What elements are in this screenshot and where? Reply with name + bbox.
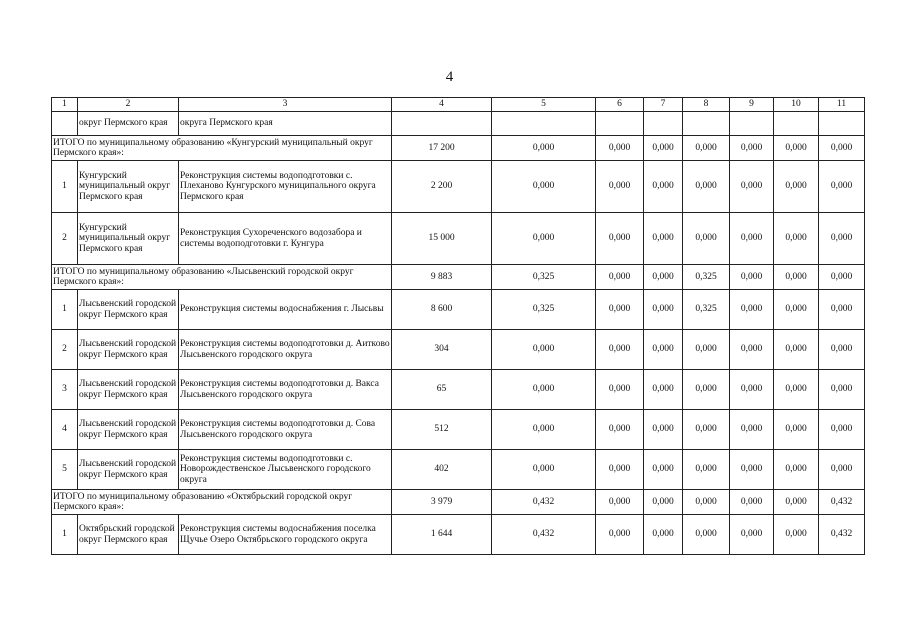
municipality-cell: Лысьвенский городской округ Пермского края [78,370,179,410]
value-cell: 0,000 [683,213,730,265]
table-header-row [52,98,865,112]
value-cell: 0,432 [819,515,865,555]
value-cell: 0,000 [492,410,596,450]
value-cell: 0,000 [596,290,644,330]
municipality-cell: Октябрьский городской округ Пермского края [78,515,179,555]
object-cell: Реконструкция системы водоснабжения поселка Щучье Озеро Октябрьского городского округа [179,515,392,555]
value-cell: 0,000 [774,213,819,265]
object-cell: Реконструкция системы водоподготовки д. Сова Лысьвенского городского округа [179,410,392,450]
total-value-cell: 3 979 [392,490,492,515]
value-cell: 0,000 [819,290,865,330]
empty-cell [52,112,78,136]
municipality-cell: Лысьвенский городской округ Пермского края [78,290,179,330]
group-total-label: ИТОГО по муниципальному образованию «Лысьвенский городской округ Пермского края»: [52,265,392,290]
total-value-cell: 0,000 [819,265,865,290]
row-number-cell: 1 [52,515,78,555]
empty-cell [730,112,774,136]
value-cell: 0,000 [492,370,596,410]
investment-table [51,97,865,555]
empty-cell [492,112,596,136]
row-number-cell: 2 [52,330,78,370]
value-cell: 0,000 [644,161,683,213]
value-cell: 0,000 [492,450,596,490]
empty-cell [819,112,865,136]
value-cell: 512 [392,410,492,450]
value-cell: 0,000 [774,161,819,213]
value-cell: 0,000 [730,290,774,330]
value-cell: 0,000 [819,370,865,410]
value-cell: 0,000 [492,161,596,213]
municipality-cell: округ Пермского края [78,112,179,136]
header-cell: 10 [774,98,819,112]
table-row [52,410,865,450]
value-cell: 402 [392,450,492,490]
row-number-cell: 1 [52,161,78,213]
value-cell: 0,000 [492,330,596,370]
value-cell: 2 200 [392,161,492,213]
table-row [52,330,865,370]
total-value-cell: 0,000 [819,136,865,161]
value-cell: 0,000 [683,410,730,450]
header-cell: 7 [644,98,683,112]
total-value-cell: 0,000 [683,136,730,161]
value-cell: 0,000 [819,330,865,370]
value-cell: 0,000 [644,450,683,490]
value-cell: 65 [392,370,492,410]
row-number-cell: 2 [52,213,78,265]
object-cell: Реконструкция системы водоснабжения г. Лысьвы [179,290,392,330]
value-cell: 0,000 [730,161,774,213]
empty-cell [683,112,730,136]
value-cell: 0,000 [819,450,865,490]
value-cell: 0,000 [774,450,819,490]
value-cell: 0,000 [596,161,644,213]
value-cell: 0,000 [492,213,596,265]
value-cell: 0,000 [596,213,644,265]
continuation-row [52,112,865,136]
value-cell: 0,000 [596,330,644,370]
total-value-cell: 0,000 [644,136,683,161]
header-cell: 8 [683,98,730,112]
value-cell: 0,000 [819,410,865,450]
value-cell: 0,000 [596,515,644,555]
municipality-cell: Кунгурский муниципальный округ Пермского края [78,213,179,265]
value-cell: 0,000 [596,450,644,490]
object-cell: Реконструкция системы водоподготовки с. Новорождественское Лысьвенского городского округа [179,450,392,490]
header-cell: 4 [392,98,492,112]
value-cell: 0,325 [492,290,596,330]
object-cell: Реконструкция системы водоподготовки с. Плеханово Кунгурского муниципального округа Пермского края [179,161,392,213]
value-cell: 0,000 [683,330,730,370]
total-value-cell: 0,000 [644,490,683,515]
value-cell: 0,000 [774,290,819,330]
object-cell: Реконструкция Сухореченского водозабора и системы водоподготовки г. Кунгура [179,213,392,265]
row-number-cell: 1 [52,290,78,330]
value-cell: 0,000 [644,213,683,265]
total-value-cell: 0,000 [596,490,644,515]
table-row [52,450,865,490]
table-row [52,290,865,330]
value-cell: 0,000 [644,410,683,450]
empty-cell [392,112,492,136]
total-value-cell: 0,432 [492,490,596,515]
table-row [52,515,865,555]
total-value-cell: 0,325 [492,265,596,290]
value-cell: 1 644 [392,515,492,555]
value-cell: 0,000 [730,450,774,490]
value-cell: 0,000 [730,515,774,555]
value-cell: 0,000 [730,410,774,450]
page-number: 4 [445,69,454,85]
value-cell: 0,000 [644,330,683,370]
value-cell: 0,000 [774,515,819,555]
value-cell: 0,000 [596,370,644,410]
group-total-row [52,136,865,161]
value-cell: 0,000 [644,290,683,330]
group-total-label: ИТОГО по муниципальному образованию «Октябрьский городской округ Пермского края»: [52,490,392,515]
table-row [52,213,865,265]
total-value-cell: 0,000 [683,490,730,515]
object-cell: Реконструкция системы водоподготовки д. Аитково Лысьвенского городского округа [179,330,392,370]
table-row [52,370,865,410]
row-number-cell: 4 [52,410,78,450]
object-cell: округа Пермского края [179,112,392,136]
total-value-cell: 0,432 [819,490,865,515]
total-value-cell: 17 200 [392,136,492,161]
object-cell: Реконструкция системы водоподготовки д. Вакса Лысьвенского городского округа [179,370,392,410]
total-value-cell: 0,000 [596,265,644,290]
value-cell: 304 [392,330,492,370]
total-value-cell: 0,325 [683,265,730,290]
total-value-cell: 0,000 [774,490,819,515]
table-row [52,161,865,213]
value-cell: 0,000 [730,213,774,265]
header-cell: 9 [730,98,774,112]
header-cell: 5 [492,98,596,112]
value-cell: 0,000 [774,370,819,410]
value-cell: 0,432 [492,515,596,555]
total-value-cell: 0,000 [774,265,819,290]
group-total-row [52,490,865,515]
header-cell: 2 [78,98,179,112]
row-number-cell: 3 [52,370,78,410]
empty-cell [644,112,683,136]
value-cell: 0,000 [819,161,865,213]
municipality-cell: Лысьвенский городской округ Пермского края [78,330,179,370]
row-number-cell: 5 [52,450,78,490]
value-cell: 0,000 [774,410,819,450]
value-cell: 0,000 [683,450,730,490]
header-cell: 1 [52,98,78,112]
value-cell: 15 000 [392,213,492,265]
total-value-cell: 0,000 [730,265,774,290]
value-cell: 0,000 [819,213,865,265]
header-cell: 11 [819,98,865,112]
group-total-row [52,265,865,290]
total-value-cell: 0,000 [730,136,774,161]
municipality-cell: Кунгурский муниципальный округ Пермского края [78,161,179,213]
value-cell: 0,000 [644,370,683,410]
value-cell: 0,000 [730,370,774,410]
value-cell: 0,000 [683,515,730,555]
value-cell: 0,000 [644,515,683,555]
header-cell: 6 [596,98,644,112]
empty-cell [774,112,819,136]
empty-cell [596,112,644,136]
total-value-cell: 0,000 [774,136,819,161]
value-cell: 8 600 [392,290,492,330]
total-value-cell: 0,000 [492,136,596,161]
value-cell: 0,000 [683,370,730,410]
total-value-cell: 0,000 [730,490,774,515]
group-total-label: ИТОГО по муниципальному образованию «Кунгурский муниципальный округ Пермского края»: [52,136,392,161]
total-value-cell: 0,000 [596,136,644,161]
municipality-cell: Лысьвенский городской округ Пермского края [78,410,179,450]
total-value-cell: 9 883 [392,265,492,290]
total-value-cell: 0,000 [644,265,683,290]
value-cell: 0,325 [683,290,730,330]
value-cell: 0,000 [774,330,819,370]
header-cell: 3 [179,98,392,112]
municipality-cell: Лысьвенский городской округ Пермского края [78,450,179,490]
value-cell: 0,000 [596,410,644,450]
value-cell: 0,000 [730,330,774,370]
value-cell: 0,000 [683,161,730,213]
